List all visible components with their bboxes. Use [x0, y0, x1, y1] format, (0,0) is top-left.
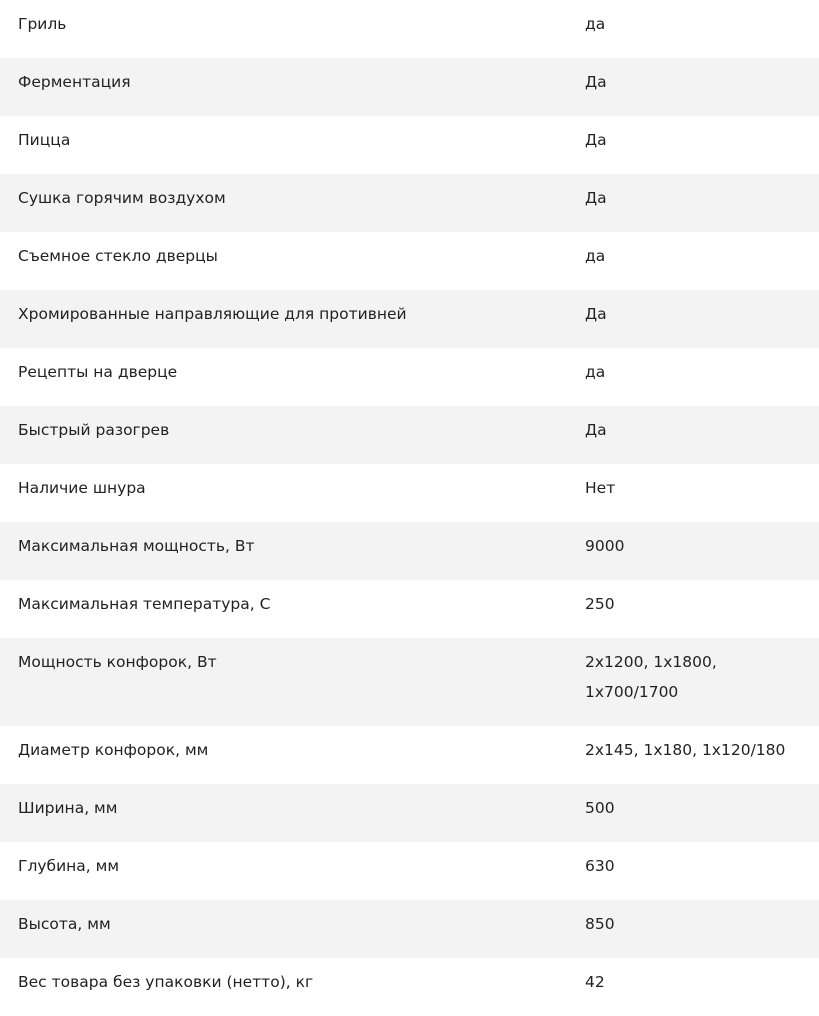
spec-name: Пицца: [18, 131, 71, 149]
spec-value: Да: [585, 305, 607, 323]
spec-name: Ферментация: [18, 73, 131, 91]
spec-name: Наличие шнура: [18, 479, 146, 497]
spec-row: [0, 174, 819, 232]
spec-value: да: [585, 247, 606, 265]
spec-row: [0, 0, 819, 58]
spec-value: Да: [585, 131, 607, 149]
spec-name: Диаметр конфорок, мм: [18, 741, 209, 759]
spec-value: да: [585, 363, 606, 381]
spec-row: [0, 348, 819, 406]
spec-row: [0, 726, 819, 784]
spec-name: Вес товара без упаковки (нетто), кг: [18, 973, 314, 991]
spec-row: [0, 580, 819, 638]
spec-value: 2x1200, 1x1800, 1x700/1700: [585, 653, 717, 701]
spec-value: 2x145, 1x180, 1x120/180: [585, 741, 786, 759]
spec-name: Сушка горячим воздухом: [18, 189, 226, 207]
spec-value: да: [585, 15, 606, 33]
spec-name: Высота, мм: [18, 915, 111, 933]
spec-name: Ширина, мм: [18, 799, 118, 817]
spec-row: [0, 522, 819, 580]
spec-value: Да: [585, 421, 607, 439]
spec-value: 42: [585, 973, 605, 991]
spec-value: 250: [585, 595, 615, 613]
spec-row: [0, 784, 819, 842]
spec-row: [0, 116, 819, 174]
spec-name: Съемное стекло дверцы: [18, 247, 218, 265]
spec-row: [0, 406, 819, 464]
spec-name: Рецепты на дверце: [18, 363, 178, 381]
spec-row: [0, 842, 819, 900]
spec-value: 500: [585, 799, 615, 817]
spec-value: 850: [585, 915, 615, 933]
spec-name: Максимальная мощность, Вт: [18, 537, 255, 555]
spec-row: [0, 290, 819, 348]
spec-name: Гриль: [18, 15, 67, 33]
spec-name: Быстрый разогрев: [18, 421, 170, 439]
spec-name: Максимальная температура, С: [18, 595, 271, 613]
spec-row: [0, 232, 819, 290]
spec-row: [0, 958, 819, 1016]
spec-name: Хромированные направляющие для противней: [18, 305, 407, 323]
spec-row: [0, 638, 819, 726]
spec-value: Нет: [585, 479, 616, 497]
spec-row: [0, 900, 819, 958]
spec-value: 630: [585, 857, 615, 875]
spec-row: [0, 464, 819, 522]
spec-value: Да: [585, 73, 607, 91]
spec-name: Глубина, мм: [18, 857, 120, 875]
spec-value: Да: [585, 189, 607, 207]
spec-row: [0, 58, 819, 116]
spec-name: Мощность конфорок, Вт: [18, 653, 217, 671]
spec-value: 9000: [585, 537, 625, 555]
